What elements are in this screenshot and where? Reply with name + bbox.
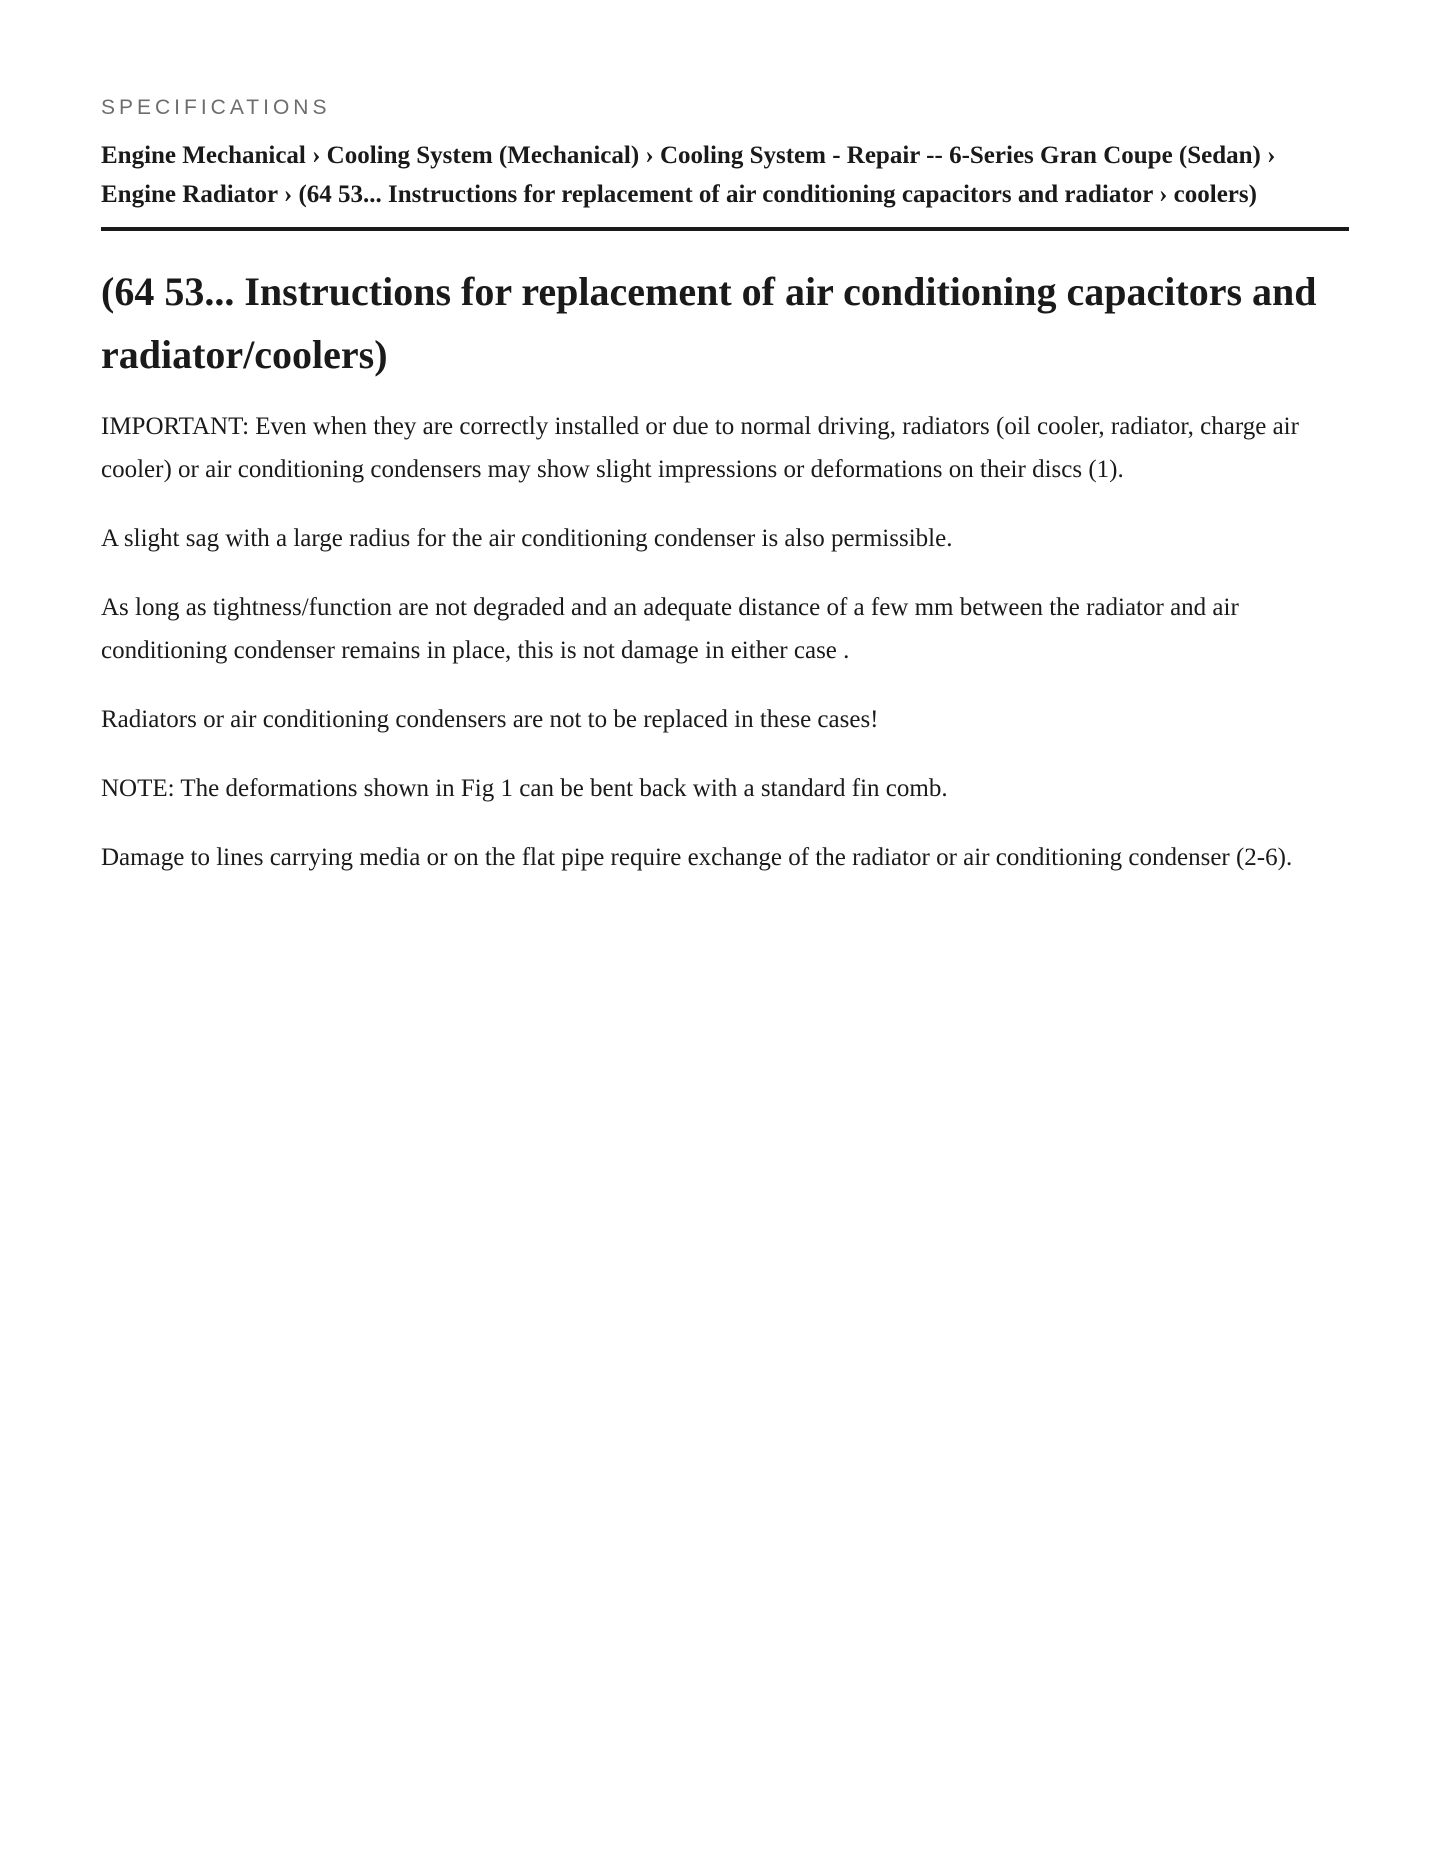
- paragraph-sag: A slight sag with a large radius for the air conditioning condenser is also permissible.: [101, 525, 953, 552]
- header-divider: [101, 227, 1349, 231]
- section-label: SPECIFICATIONS: [101, 96, 331, 119]
- paragraph-note: NOTE: The deformations shown in Fig 1 can be bent back with a standard fin comb.: [101, 775, 948, 802]
- article-body: [101, 405, 1349, 905]
- paragraph-tightness: As long as tightness/function are not degraded and an adequate distance of a few mm between the radiator and air conditioning condenser remains in place, this is not damage in either case .: [101, 594, 1239, 664]
- page-title: (64 53... Instructions for replacement of air conditioning capacitors and radiator/coolers): [101, 269, 1317, 377]
- paragraph-damage: Damage to lines carrying media or on the flat pipe require exchange of the radiator or air conditioning condenser (2-6).: [101, 844, 1293, 871]
- paragraph-not-replaced: Radiators or air conditioning condensers are not to be replaced in these cases!: [101, 706, 879, 733]
- breadcrumb: Engine Mechanical › Cooling System (Mechanical) › Cooling System - Repair -- 6-Series Gran Coupe (Sedan) › Engine Radiator › (64 53... Instructions for replacement of air conditioning capacitors and radiator › coolers): [101, 142, 1276, 208]
- paragraph-important: IMPORTANT: Even when they are correctly installed or due to normal driving, radiators (oil cooler, radiator, charge air cooler) or air conditioning condensers may show slight impressions or deformations on their discs (1).: [101, 413, 1299, 483]
